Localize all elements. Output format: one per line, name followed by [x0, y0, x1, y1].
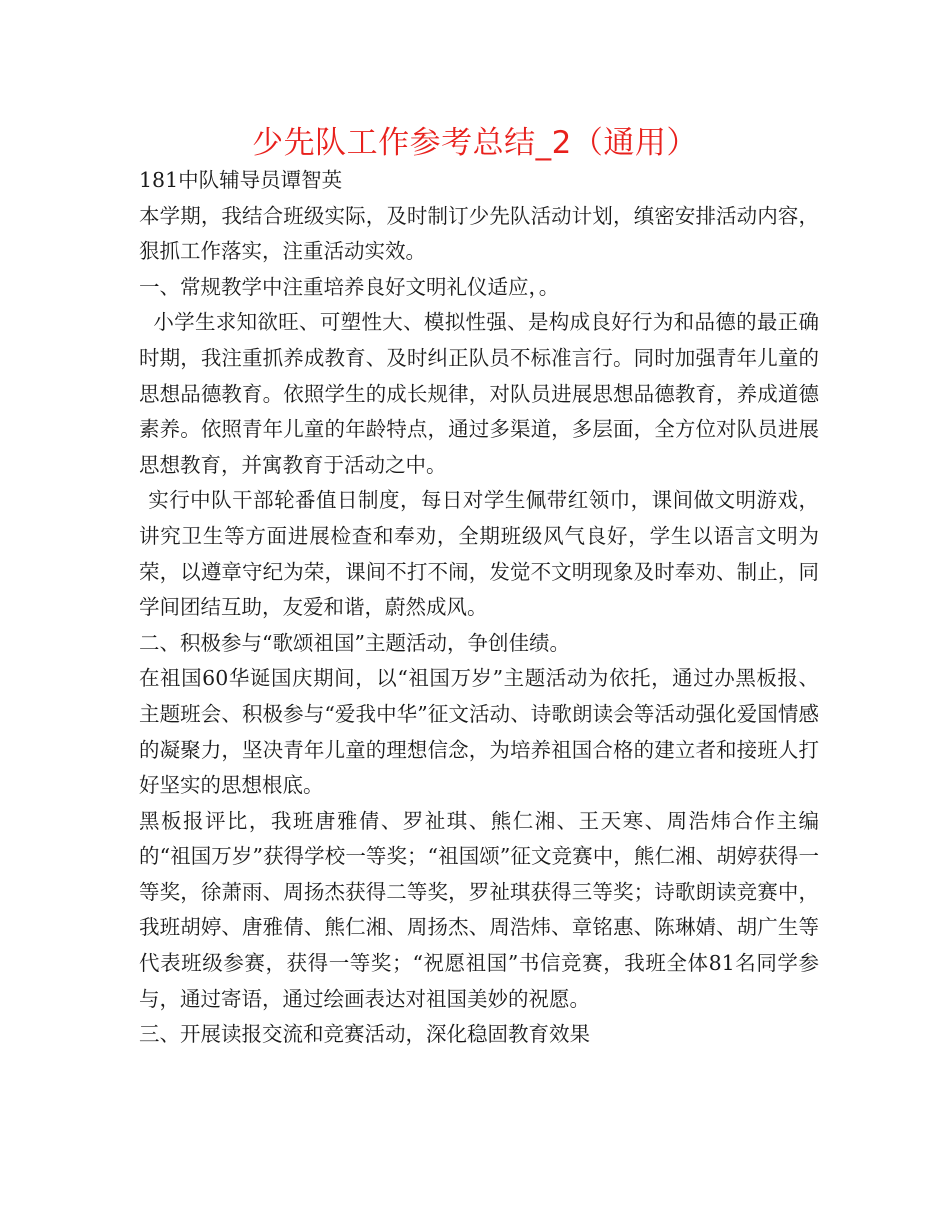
paragraph-awards: 黑板报评比，我班唐雅倩、罗祉琪、熊仁湘、王天寒、周浩炜合作主编的“祖国万岁”获得学校一等奖；“祖国颂”征文竞赛中，熊仁湘、胡婷获得一等奖，徐萧雨、周扬杰获得二等奖，罗祉琪获得三等奖；诗歌朗读竞赛中，我班胡婷、唐雅倩、熊仁湘、周扬杰、周浩炜、章铭惠、陈琳婧、胡广生等代表班级参赛，获得一等奖；“祝愿祖国”书信竞赛，我班全体81名同学参与，通过寄语，通过绘画表达对祖国美妙的祝愿。 — [139, 808, 819, 1011]
author-line: 181中队辅导员谭智英 — [139, 168, 343, 192]
paragraph-moral-education: 小学生求知欲旺、可塑性大、模拟性强、是构成良好行为和品德的最正确时期，我注重抓养成教育、及时纠正队员不标准言行。同时加强青年儿童的思想品德教育。依照学生的成长规律，对队员进展思想品德教育，养成道德素养。依照青年儿童的年龄特点，通过多渠道，多层面，全方位对队员进展思想教育，并寓教育于活动之中。 — [139, 310, 819, 477]
intro-paragraph: 本学期，我结合班级实际，及时制订少先队活动计划，缜密安排活动内容，狠抓工作落实，注重活动实效。 — [139, 203, 819, 264]
section-heading-2: 二、积极参与“歌颂祖国”主题活动，争创佳绩。 — [139, 630, 570, 655]
paragraph-national-day: 在祖国60华诞国庆期间，以“祖国万岁”主题活动为依托，通过办黑板报、主题班会、积极参与“爱我中华”征文活动、诗歌朗读会等活动强化爱国情感的凝聚力，坚决青年儿童的理想信念，为培养祖国合格的建立者和接班人打好坚实的思想根底。 — [139, 666, 819, 798]
document-body — [139, 163, 819, 1053]
section-heading-3: 三、开展读报交流和竞赛活动，深化稳固教育效果 — [139, 1022, 590, 1047]
paragraph-duty-system: 实行中队干部轮番值日制度，每日对学生佩带红领巾，课间做文明游戏，讲究卫生等方面进展检查和奉劝，全期班级风气良好，学生以语言文明为荣，以遵章守纪为荣，课间不打不闹，发觉不文明现象及时奉劝、制止，同学间团结互助，友爱和谐，蔚然成风。 — [139, 488, 819, 620]
section-heading-1: 一、常规教学中注重培养良好文明礼仪适应，。 — [139, 274, 560, 299]
document-title: 少先队工作参考总结_2（通用） — [252, 125, 698, 161]
